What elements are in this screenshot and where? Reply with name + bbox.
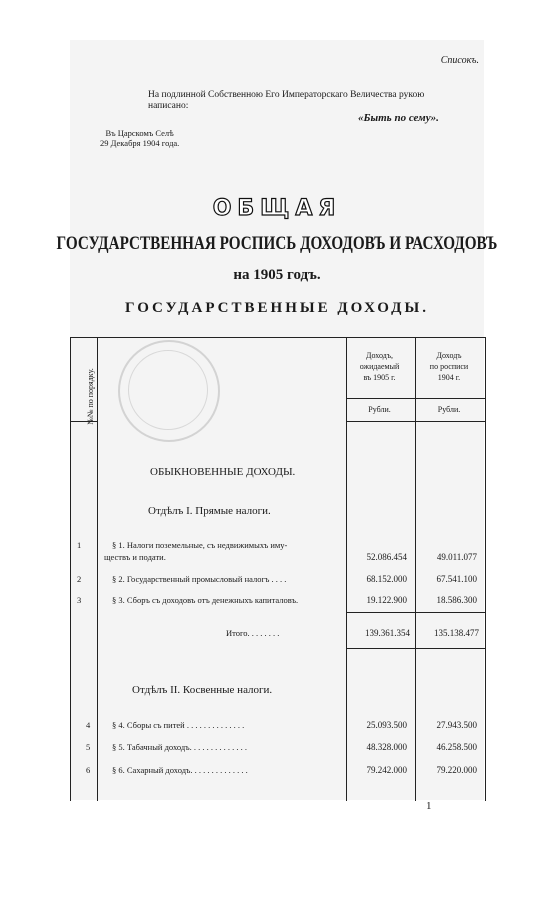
value-1905: 19.122.900	[366, 595, 407, 605]
column-number-header: №№ по порядку.	[85, 368, 95, 425]
imperial-resolution: «Быть по сему».	[358, 112, 439, 124]
row-label: § 1. Налоги поземельные, съ недвижимыхъ иму-	[112, 540, 288, 550]
ordinary-revenue-heading: ОБЫКНОВЕННЫЕ ДОХОДЫ.	[150, 466, 296, 478]
year-title: на 1905 годъ.	[233, 267, 321, 283]
col-expected-1905-header	[345, 350, 414, 383]
value-1905: 79.242.000	[366, 765, 407, 775]
place-line: Въ Царскомъ Селѣ	[105, 128, 174, 138]
header-divider	[346, 421, 485, 422]
col2-line: 1904 г.	[437, 373, 461, 382]
col2-line: по росписи	[429, 362, 469, 371]
row-number: 2	[77, 574, 82, 584]
row-label: § 6. Сахарный доходъ. . . . . . . . . . . . . .	[112, 765, 248, 775]
date-line: 29 Декабря 1904 года.	[100, 138, 180, 148]
value-1904: 79.220.000	[436, 765, 477, 775]
place-date	[100, 128, 179, 148]
value-1905: 52.086.454	[366, 552, 407, 562]
col1-line: ожидаемый	[359, 362, 400, 371]
value-1904: 18.586.300	[436, 595, 477, 605]
row-number: 6	[86, 765, 91, 775]
main-title: ОБЩАЯ	[212, 196, 342, 221]
total-divider	[346, 648, 485, 649]
section-title: ГОСУДАРСТВЕННЫЕ ДОХОДЫ.	[125, 300, 429, 316]
total-1904: 135.138.477	[434, 628, 479, 638]
dept2-heading: Отдѣлъ II. Косвенные налоги.	[132, 684, 273, 696]
col1-line: Доходъ,	[366, 351, 393, 360]
total-label: Итого. . . . . . . .	[226, 628, 280, 638]
imperial-note-line1: На подлинной Собственною Его Императорскаго Величества рукою	[148, 90, 425, 100]
unit-label: Рубли.	[437, 405, 461, 414]
row-label: § 3. Сборъ съ доходовъ отъ денежныхъ капиталовъ.	[112, 595, 299, 605]
col2-line: Доходъ	[436, 351, 462, 360]
col1-line: въ 1905 г.	[363, 373, 396, 382]
total-divider	[346, 612, 485, 613]
page-number: 1	[426, 800, 432, 812]
col-divider	[97, 338, 98, 801]
value-1904: 49.011.077	[436, 552, 477, 562]
row-number: 5	[86, 742, 91, 752]
value-1904: 67.541.100	[436, 574, 477, 584]
imperial-note-line2: написано:	[148, 101, 189, 111]
row-label: § 5. Табачный доходъ. . . . . . . . . . . . . .	[112, 742, 247, 752]
row-number: 1	[77, 540, 82, 550]
row-number: 3	[77, 595, 82, 605]
header-divider	[346, 398, 485, 399]
value-1905: 48.328.000	[366, 742, 407, 752]
value-1904: 46.258.500	[436, 742, 477, 752]
row-label: § 2. Государственный промысловый налогъ . . . .	[112, 574, 287, 584]
value-1904: 27.943.500	[436, 720, 477, 730]
total-1905: 139.361.354	[365, 628, 410, 638]
row-number: 4	[86, 720, 91, 730]
corner-label: Списокъ.	[440, 55, 479, 66]
col-budget-1904-header	[414, 350, 484, 383]
row-label: § 4. Сборы съ питей . . . . . . . . . . . . . .	[112, 720, 245, 730]
row-label-cont: ществъ и подати.	[104, 552, 166, 562]
sub-title: ГОСУДАРСТВЕННАЯ РОСПИСЬ ДОХОДОВЪ И РАСХОДОВЪ	[56, 234, 498, 254]
dept1-heading: Отдѣлъ I. Прямые налоги.	[148, 505, 271, 517]
value-1905: 68.152.000	[366, 574, 407, 584]
unit-label: Рубли.	[368, 405, 391, 414]
value-1905: 25.093.500	[366, 720, 407, 730]
